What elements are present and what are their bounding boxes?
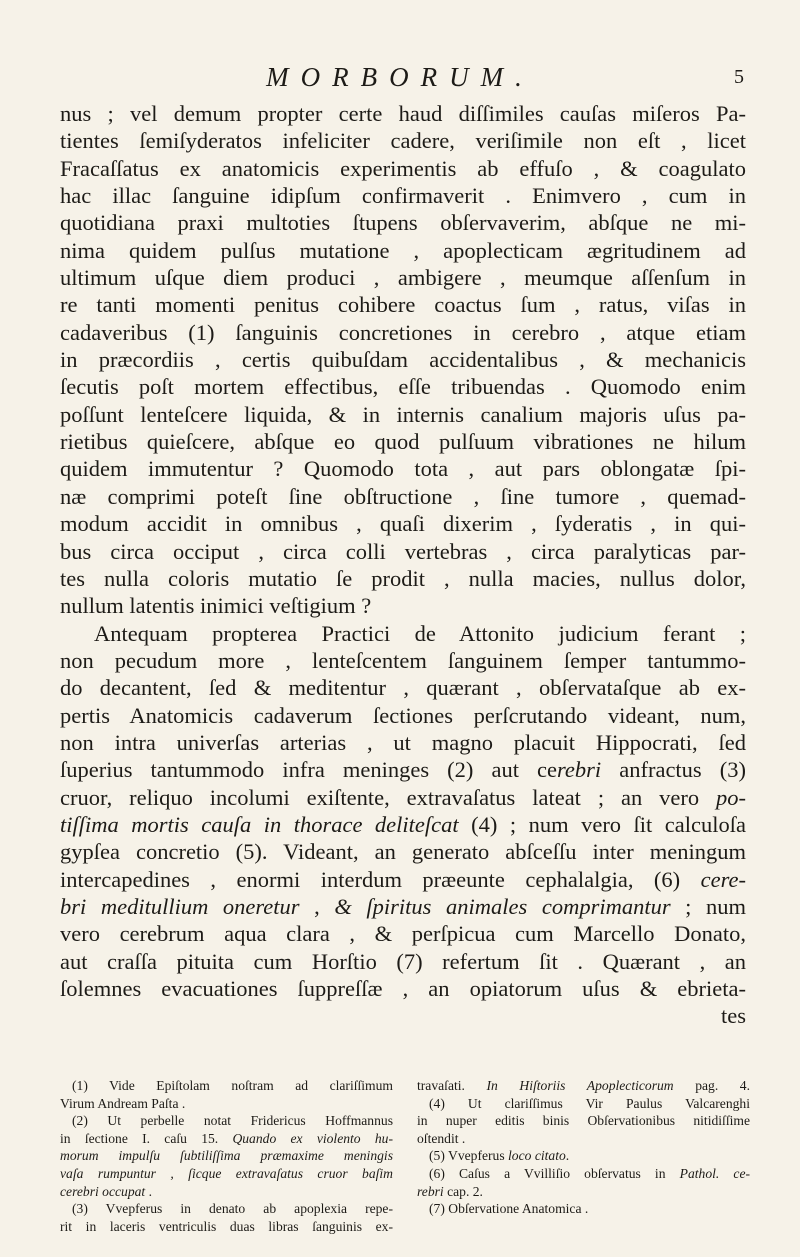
page-number: 5: [734, 66, 744, 88]
footnote-line: (7) Obſervatione Anatomica .: [429, 1201, 589, 1217]
text-line: tientes ſemiſyderatos infeliciter cadere, veriſimile non eſt , licet: [60, 128, 746, 154]
footnote-line: (3) Vvepferus in denato ab apoplexia repe-: [72, 1201, 393, 1217]
footnote-line: vaſa rumpuntur , ſicque extravaſatus cruor baſim: [60, 1165, 393, 1181]
text-line: nus ; vel demum propter certe haud diſſimiles cauſas miſeros Pa-: [60, 101, 746, 126]
text-line: ſuperius tantummodo infra meninges (2) aut cerebri anfractus (3): [60, 757, 746, 783]
footnote-line: (6) Caſus a Vvilliſio obſervatus in Pathol. ce-: [429, 1165, 751, 1181]
text-line: vero cerebrum aqua clara , & perſpicua cum Marcello Donato,: [60, 921, 746, 947]
text-line: ultimum uſque diem produci , ambigere , meumque aſſenſum in: [60, 265, 746, 291]
footnote-line: (5) Vvepferus loco citato.: [429, 1148, 570, 1164]
running-title: MORBORUM.: [266, 62, 534, 92]
text-line: hac illac ſanguine idipſum confirmaverit . Enimvero , cum in: [60, 183, 746, 209]
text-line: re tanti momenti penitus cohibere coactus ſum , ratus, viſas in: [60, 292, 746, 318]
text-line: gypſea concretio (5). Videant, an generato abſceſſu inter meningum: [60, 839, 746, 865]
footnote-line: in ſectione I. caſu 15. Quando ex violento hu-: [60, 1130, 393, 1146]
footnote-line: Virum Andream Paſta .: [60, 1095, 186, 1111]
text-line: cruor, reliquo incolumi exiſtente, extravaſatus lateat ; an vero po-: [60, 784, 746, 810]
footnote-line: rebri cap. 2.: [417, 1183, 483, 1199]
text-line: tiſſima mortis cauſa in thorace deliteſcat (4) ; num vero ſit calculoſa: [60, 811, 746, 837]
text-line: quidem immutentur ? Quomodo tota , aut pars oblongatæ ſpi-: [60, 456, 746, 482]
footnote-line: rit in laceris ventriculis duas libras ſanguinis ex-: [60, 1218, 393, 1234]
text-line: quotidiana praxi multoties ſtupens obſervaverim, abſque ne mi-: [60, 210, 746, 236]
text-line: rietibus quieſcere, abſque eo quod pulſuum vibrationes ne hilum: [60, 429, 746, 455]
text-line: cadaveribus (1) ſanguinis concretiones in cerebro , atque etiam: [60, 319, 746, 345]
footnote-line: (1) Vide Epiſtolam noſtram ad clariſſimum: [72, 1078, 393, 1093]
footnote-line: (4) Ut clariſſimus Vir Paulus Valcarenghi: [429, 1095, 750, 1111]
footnote-line: in nuper editis binis Obſervationibus nitidiſſime: [417, 1113, 750, 1129]
footnote-line: morum impulſu ſubtiliſſima præmaxime meningis: [60, 1148, 393, 1164]
text-line: tes nulla coloris mutatio ſe prodit , nulla macies, nullus dolor,: [60, 565, 746, 591]
footnotes-left-column: [60, 1077, 393, 1235]
footnotes-right-column: [417, 1077, 750, 1235]
main-text: [60, 100, 746, 1030]
text-line: in præcordiis , certis quibuſdam accidentalibus , & mechanicis: [60, 347, 746, 373]
catchword: tes: [721, 1003, 746, 1029]
footnote-line: cerebri occupat .: [60, 1183, 152, 1199]
text-line: næ comprimi poteſt ſine obſtructione , ſine tumore , quemad-: [60, 483, 746, 509]
footnote-line: oſtendit .: [417, 1130, 466, 1146]
footnote-line: travaſati. In Hiſtoriis Apoplecticorum pag. 4.: [417, 1078, 750, 1093]
text-line: modum accidit in omnibus , quaſi dixerim , ſyderatis , in qui-: [60, 511, 746, 537]
text-line: do decantent, ſed & meditentur , quærant , obſervataſque ab ex-: [60, 675, 746, 701]
text-line: ſecutis poſt mortem effectibus, eſſe tribuendas . Quomodo enim: [60, 374, 746, 400]
text-line: non intra univerſas arterias , ut magno placuit Hippocrati, ſed: [60, 729, 746, 755]
text-line: nima quidem pulſus mutatione , apoplecticam ægritudinem ad: [60, 237, 746, 263]
footnote-line: (2) Ut perbelle notat Fridericus Hoffmannus: [72, 1113, 393, 1129]
text-line: bus circa occiput , circa colli vertebras , circa paralyticas par-: [60, 538, 746, 564]
footnotes: [60, 1077, 750, 1235]
text-line: pertis Anatomicis cadaverum ſectiones perſcrutando videant, num,: [60, 702, 746, 728]
paragraph-start-line: Antequam propterea Practici de Attonito judicium ferant ;: [94, 620, 746, 646]
text-line: non pecudum more , lenteſcentem ſanguinem ſemper tantummo-: [60, 647, 746, 673]
text-line: nullum latentis inimici veſtigium ?: [60, 593, 372, 619]
text-line: poſſunt lenteſcere liquida, & in internis canalium majoris uſus pa-: [60, 401, 746, 427]
text-line: intercapedines , enormi interdum præeunte cephalalgia, (6) cere-: [60, 866, 746, 892]
text-line: aut craſſa pituita cum Horſtio (7) refertum ſit . Quærant , an: [60, 948, 746, 974]
text-line: Fracaſſatus ex anatomicis experimentis ab effuſo , & coagulato: [60, 155, 746, 181]
text-line: ſolemnes evacuationes ſuppreſſæ , an opiatorum uſus & ebrieta-: [60, 976, 746, 1001]
text-line: bri meditullium oneretur , & ſpiritus animales comprimantur ; num: [60, 893, 746, 919]
